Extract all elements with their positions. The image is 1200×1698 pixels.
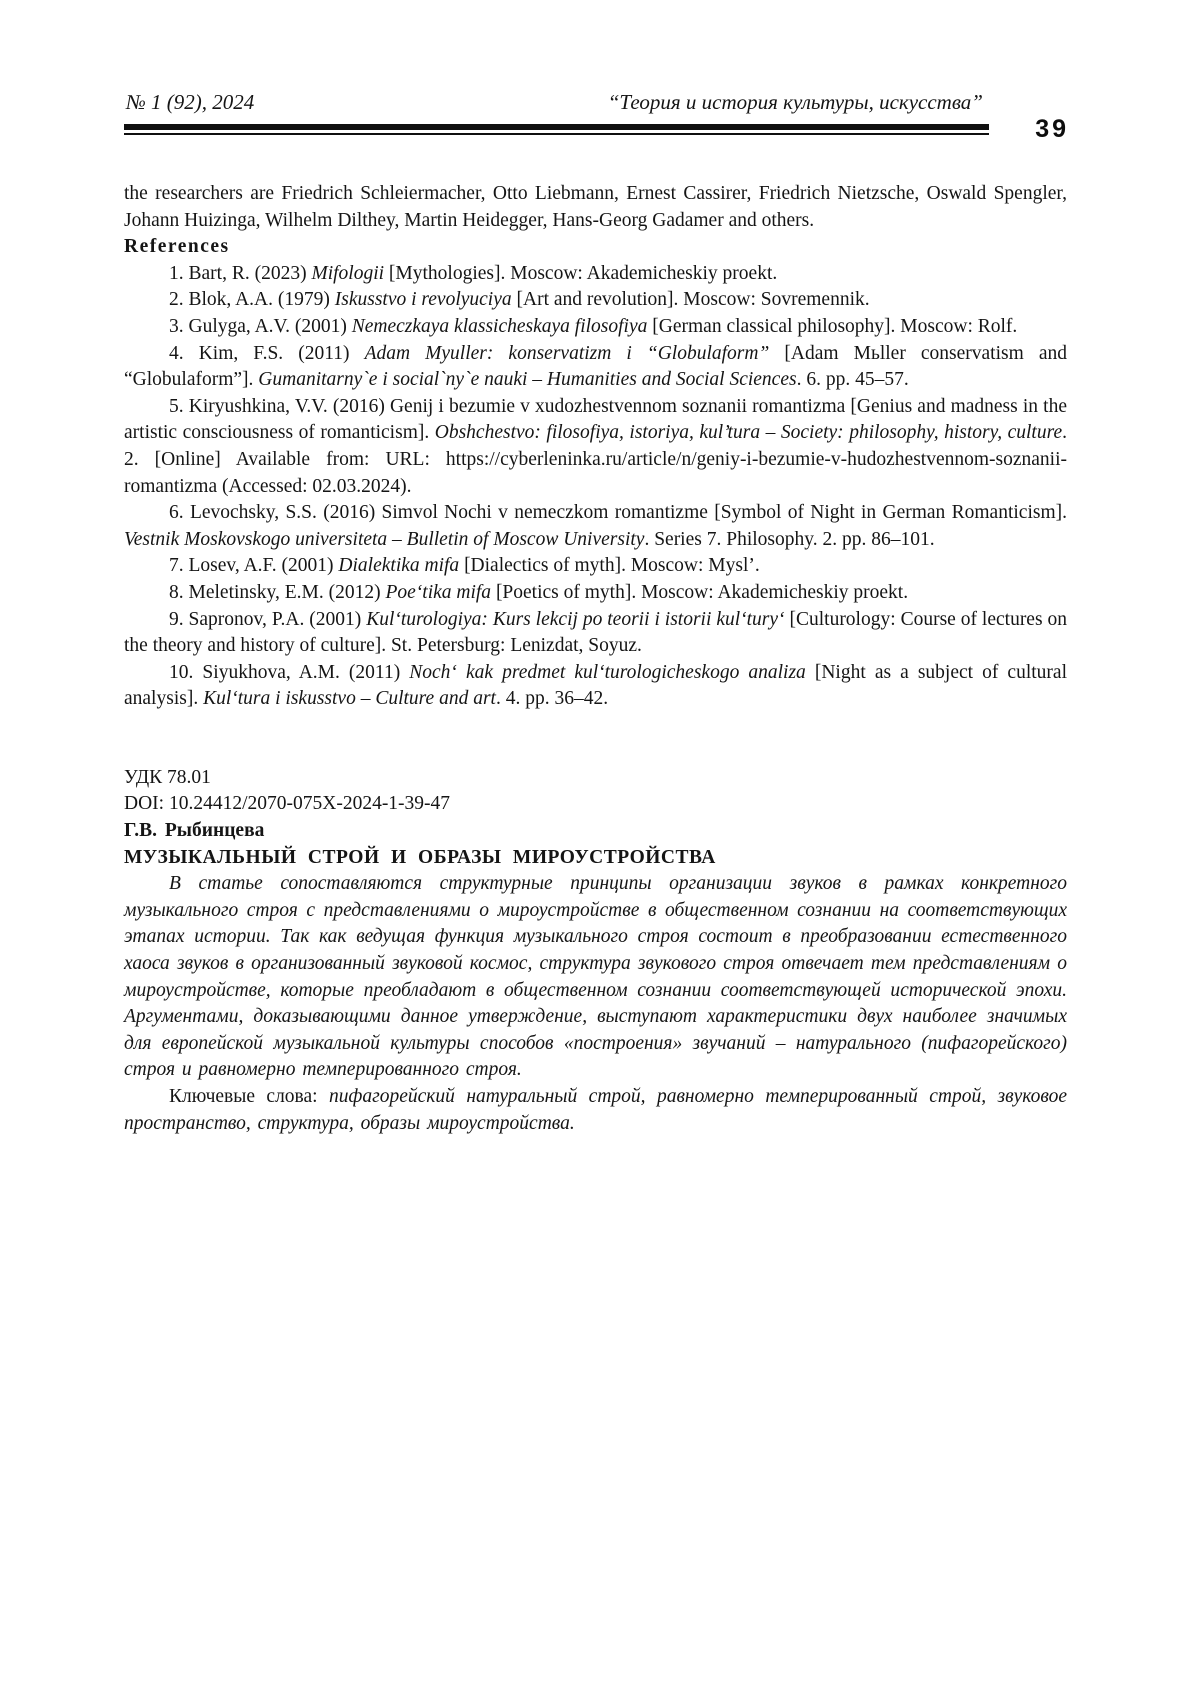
doi-line: DOI: 10.24412/2070-075X-2024-1-39-47 — [124, 793, 451, 815]
reference-item — [124, 553, 1067, 580]
issue-label: № 1 (92), 2024 — [126, 90, 255, 114]
reference-text: 5. Kiryushkina, V.V. (2016) Genij i bezumie v xudozhestvennom soznanii romantizma [Genius and madness in the artistic consciousness of romanticism]. — [124, 395, 1067, 444]
article-title: МУЗЫКАЛЬНЫЙ СТРОЙ И ОБРАЗЫ МИРОУСТРОЙСТВА — [124, 846, 716, 868]
reference-item — [124, 261, 1067, 288]
keywords-label: Ключевые слова: — [169, 1086, 318, 1107]
reference-item — [124, 394, 1067, 500]
reference-text: 10. Siyukhova, A.M. (2011) — [169, 661, 410, 683]
reference-item — [124, 287, 1067, 314]
header-rule-block — [124, 90, 989, 135]
reference-source-italic: Noch‘ kak predmet kul‘turologicheskogo analiza — [409, 661, 806, 683]
reference-source-italic: Obshchestvo: filosofiya, istoriya, kul’tura – Society: philosophy, history, culture — [434, 422, 1063, 444]
page-number: 39 — [1035, 115, 1069, 143]
reference-text: 9. Sapronov, P.A. (2001) — [169, 608, 367, 630]
reference-text: 8. Meletinsky, E.M. (2012) — [169, 581, 386, 603]
article-author: Г.В. Рыбинцева — [124, 820, 265, 842]
references-heading: References — [124, 236, 230, 258]
reference-text: [German classical philosophy]. Moscow: Rolf. — [647, 315, 1018, 337]
reference-text: 6. Levochsky, S.S. (2016) Simvol Nochi v nemeczkom romantizme [Symbol of Night in German Romanticism]. — [169, 502, 1067, 524]
reference-text: [Dialectics of myth]. Moscow: Mysl’. — [459, 555, 760, 577]
reference-text: 3. Gulyga, A.V. (2001) — [169, 315, 352, 337]
reference-item — [124, 314, 1067, 341]
reference-text: . Series 7. Philosophy. 2. pp. 86–101. — [644, 528, 935, 550]
reference-source-italic: Iskusstvo i revolyuciya — [334, 289, 512, 311]
reference-text: 4. Kim, F.S. (2011) — [169, 342, 365, 364]
reference-source-italic: Kul‘turologiya: Kurs lekcij po teorii i istorii kul‘tury‘ — [366, 608, 785, 630]
page-header — [124, 90, 1069, 143]
reference-source-italic: Vestnik Moskovskogo universiteta – Bulletin of Moscow University — [124, 528, 645, 550]
header-rule-thick — [124, 124, 989, 130]
references-list — [124, 261, 1067, 713]
reference-text: . 2. [Online] Available from: URL: https://cyberleninka.ru/article/n/geniy-i-bezumie-v-hudozhestvennom-soznanii-romantizma (Accessed: 02.03.2024). — [124, 422, 1067, 497]
article-abstract: В статье сопоставляются структурные принципы организации звуков в рамках конкретного музыкального строя с представлениями о мироустройстве в общественном сознании на соответствующих этапах истории. Так как ведущая функция музыкального строя состоит в преобразовании естественного хаоса звуков в организованный звуковой космос, структура звукового строя отвечает тем представлениям о мироустройстве, которые преобладают в общественном сознании соответствующей исторической эпохи. Аргументами, доказывающими данное утверждение, выступают характеристики двух наиболее значимых для европейской музыкальной культуры способов «построения» звучаний – натурального (пифагорейского) строя и равномерно темперированного строя. — [124, 873, 1067, 1081]
udk-line: УДК 78.01 — [124, 766, 211, 788]
reference-source-italic: Nemeczkaya klassicheskaya filosofiya — [351, 315, 648, 337]
keywords-text: пифагорейский натуральный строй, равномерно темперированный строй, звуковое пространство, структура, образы мироустройства. — [124, 1086, 1067, 1134]
reference-source-italic: Mifologii — [311, 262, 385, 284]
header-rule-thin — [124, 133, 989, 135]
journal-title: “Теория и история культуры, искусства” — [607, 90, 983, 114]
reference-text: [Culturology: Course of lectures on the theory and history of culture]. St. Petersburg: Lenizdat, Soyuz. — [124, 608, 1067, 657]
article-keywords — [124, 1084, 1067, 1137]
reference-source-italic: Gumanitarny`e i social`ny`e nauki – Humanities and Social Sciences — [258, 369, 797, 391]
reference-item — [124, 500, 1067, 553]
reference-text: [Mythologies]. Moscow: Akademicheskiy proekt. — [384, 262, 778, 284]
reference-source-italic: Poe‘tika mifa — [385, 581, 492, 603]
reference-text: 1. Bart, R. (2023) — [169, 262, 312, 284]
reference-source-italic: Dialektika mifa — [338, 555, 460, 577]
reference-text: 2. Blok, A.A. (1979) — [169, 289, 335, 311]
reference-source-italic: Kul‘tura i iskusstvo – Culture and art — [203, 688, 496, 710]
reference-text: 7. Losev, A.F. (2001) — [169, 555, 339, 577]
reference-source-italic: Adam Myuller: konservatizm i “Globulaform” — [364, 342, 770, 364]
article-meta — [124, 765, 1067, 818]
reference-text: [Art and revolution]. Moscow: Sovremennik. — [511, 289, 870, 311]
reference-text: [Poetics of myth]. Moscow: Akademicheskiy proekt. — [491, 581, 909, 603]
page-body — [124, 181, 1067, 1137]
reference-text: [Night as a subject of cultural analysis]. — [124, 661, 1067, 710]
reference-item — [124, 607, 1067, 660]
reference-text: [Adam Mьller conservatism and “Globulaform”]. — [124, 342, 1067, 391]
reference-text: . 6. pp. 45–57. — [796, 369, 909, 391]
reference-item — [124, 660, 1067, 713]
reference-item — [124, 580, 1067, 607]
continuation-paragraph: the researchers are Friedrich Schleiermacher, Otto Liebmann, Ernest Cassirer, Friedrich Nietzsche, Oswald Spengler, Johann Huizinga, Wilhelm Dilthey, Martin Heidegger, Hans-Georg Gadamer and others. — [124, 183, 1067, 231]
reference-text: . 4. pp. 36–42. — [495, 688, 609, 710]
reference-item — [124, 341, 1067, 394]
